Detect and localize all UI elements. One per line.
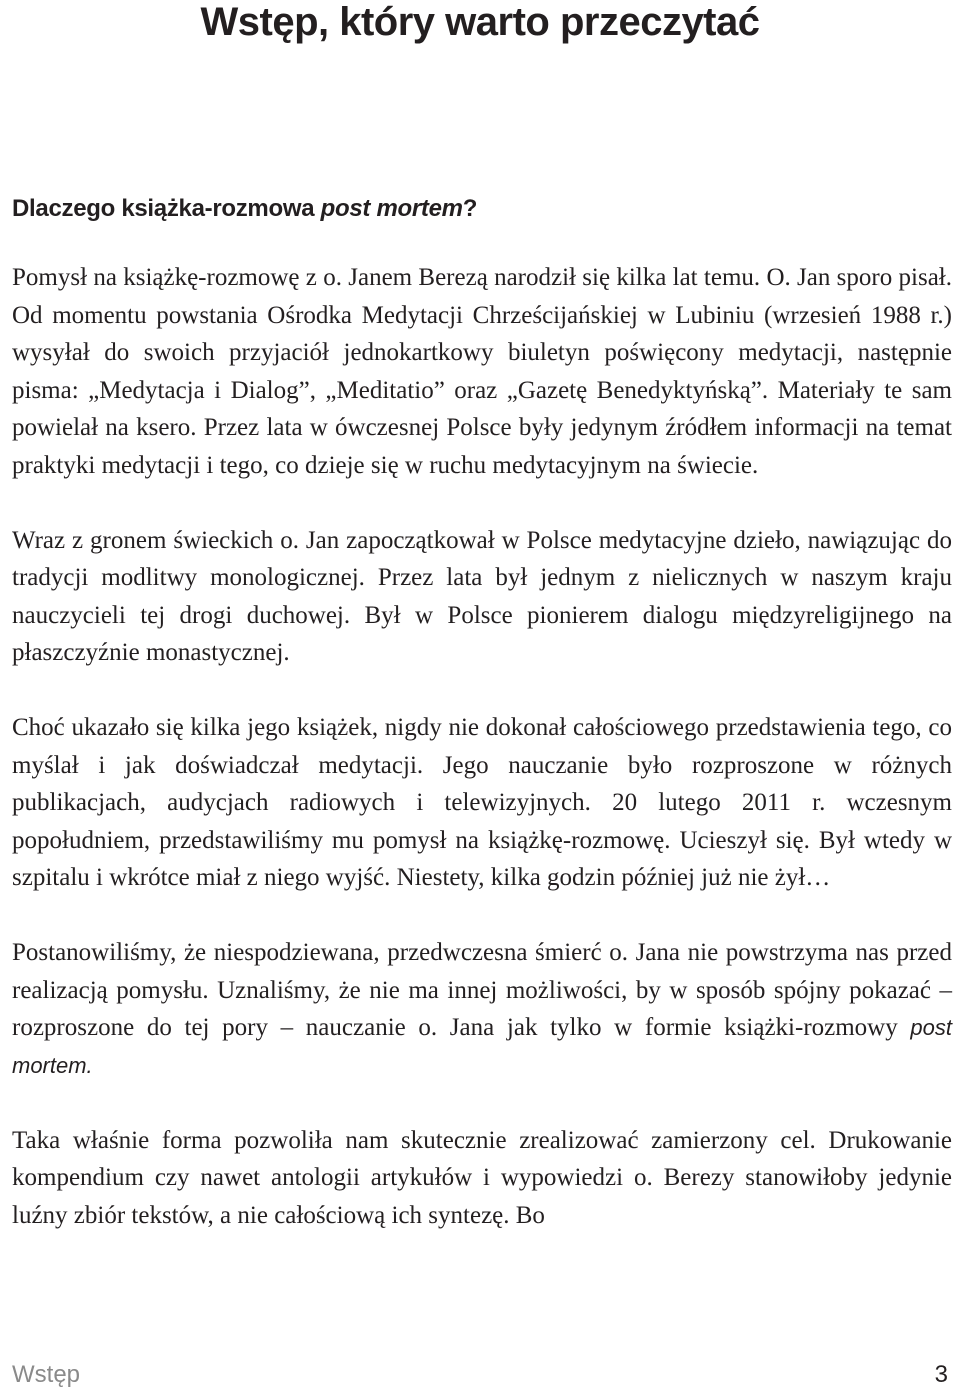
paragraph-5-text: Taka właśnie forma pozwoliła nam skutecznie zrealizować zamierzony cel. Drukowanie kompendium czy nawet antologii artykułów i wypowiedzi o. Berezy stanowiłoby jedynie luźny zbiór tekstów, a nie całościową ich syntezę. Bo bbox=[12, 1126, 952, 1229]
paragraph-1-text: Pomysł na książkę-rozmowę z o. Janem Berezą narodził się kilka lat temu. O. Jan sporo pisał. Od momentu powstania Ośrodka Medytacji Chrześcijańskiej w Lubiniu (wrzesień 1988 r.) wysyłał do swoich przyjaciół jednokartkowy biuletyn poświęcony medytacji, następnie pisma: „Medytacja i Dialog”, „Meditatio” oraz „Gazetę Benedyktyńską”. Materiały te sam powielał na ksero. Przez lata w ówczesnej Polsce były jedynym źródłem informacji na temat praktyki medytacji i tego, co dzieje się w ruchu medytacyjnym na świecie. bbox=[12, 264, 952, 479]
section-heading-text: Dlaczego książka-rozmowa bbox=[12, 195, 321, 222]
paragraph-2 bbox=[12, 522, 952, 672]
section-heading-emphasis: post mortem bbox=[320, 195, 463, 222]
paragraph-1 bbox=[12, 259, 952, 484]
paragraph-5 bbox=[12, 1122, 952, 1235]
paragraph-3 bbox=[12, 709, 952, 897]
page-number: 3 bbox=[934, 1361, 948, 1388]
page-title: Wstęp, który warto przeczytać bbox=[200, 0, 760, 44]
paragraph-2-text: Wraz z gronem świeckich o. Jan zapoczątkował w Polsce medytacyjne dzieło, nawiązując do tradycji modlitwy monologicznej. Przez lata był jednym z nielicznych w naszym kraju nauczycieli tej drogi duchowej. Był w Polsce pionierem dialogu międzyreligijnego na płaszczyźnie monastycznej. bbox=[12, 526, 952, 666]
section-heading-end: ? bbox=[462, 195, 478, 222]
paragraph-4-text: Postanowiliśmy, że niespodziewana, przedwczesna śmierć o. Jana nie powstrzyma nas przed realizacją pomysłu. Uznaliśmy, że nie ma innej możliwości, by w sposób spójny pokazać – rozproszone do tej pory – nauczanie o. Jana jak tylko w formie książki-rozmowy bbox=[12, 939, 952, 1041]
paragraph-3-text: Choć ukazało się kilka jego książek, nigdy nie dokonał całościowego przedstawienia tego, co myślał i jak doświadczał medytacji. Jego nauczanie było rozproszone w różnych publikacjach, audycjach radiowych i telewizyjnych. 20 lutego 2011 r. wczesnym popołudniem, przedstawiliśmy mu pomysł na książkę-rozmowę. Ucieszył się. Był wtedy w szpitalu i wkrótce miał z niego wyjść. Niestety, kilka godzin później już nie żył… bbox=[12, 714, 952, 891]
footer-section-label: Wstęp bbox=[12, 1361, 81, 1388]
paragraph-4-emphasis: post mortem. bbox=[12, 1015, 952, 1078]
section-heading bbox=[12, 193, 477, 225]
body-text bbox=[12, 259, 952, 1234]
paragraph-4 bbox=[12, 934, 952, 1084]
